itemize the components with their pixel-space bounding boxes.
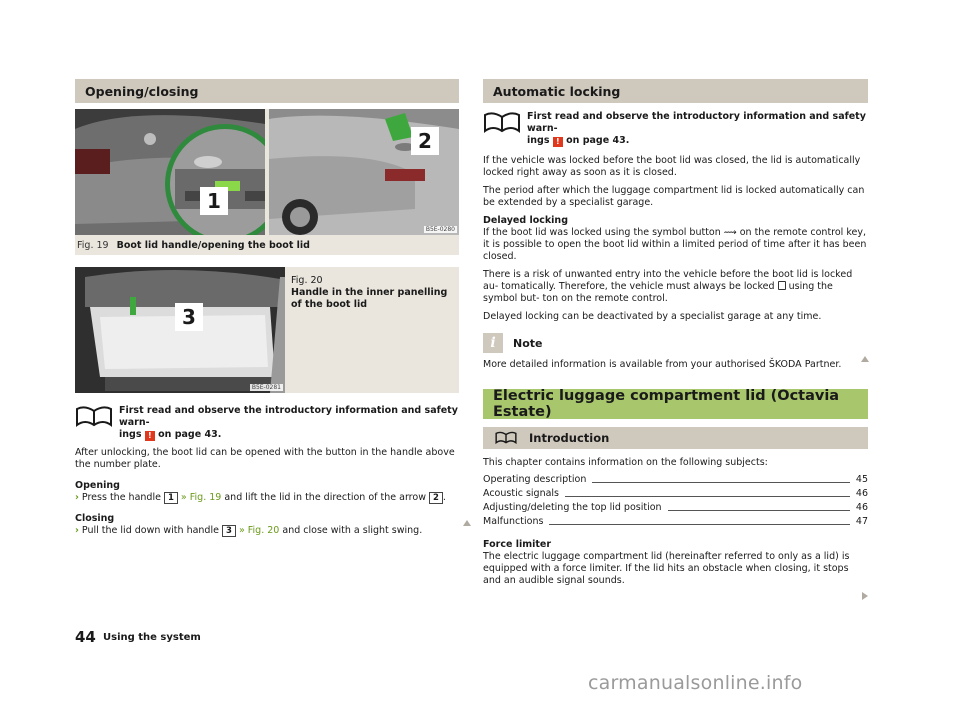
figure-20-number: Fig. 20 — [291, 275, 323, 286]
section-title-automatic-locking: Automatic locking — [483, 79, 868, 103]
left-column — [75, 79, 459, 537]
table-of-contents — [483, 473, 868, 529]
figure-20-caption — [291, 275, 459, 311]
safety-warning-right — [483, 111, 868, 147]
continue-arrow-icon — [862, 592, 868, 600]
warning-text-line1: First read and observe the introductory information and safety warn- — [527, 111, 866, 134]
figure-19 — [75, 109, 459, 255]
warning-exclamation-icon: ! — [553, 137, 563, 147]
section-end-icon — [463, 520, 471, 526]
toc-row-adjusting-top-lid[interactable]: Adjusting/deleting the top lid position 46 — [483, 502, 868, 513]
heading-closing: Closing — [75, 513, 115, 524]
figure-label-2: 2 — [411, 127, 439, 155]
paragraph-risk: There is a risk of unwanted entry into the vehicle before the boot lid is locked au- tomatically. Therefore, the vehicle must always be locked using the symbol but- ton on the remote control. — [483, 269, 853, 304]
figure-19-title: Boot lid handle/opening the boot lid — [116, 239, 310, 251]
ref-link-fig19[interactable]: » Fig. 19 — [180, 492, 222, 503]
note-header — [483, 333, 868, 353]
boot-symbol-icon: ⟿ — [723, 228, 737, 238]
toc-row-operating-description[interactable]: Operating description 45 — [483, 474, 868, 485]
paragraph-auto-lock: If the vehicle was locked before the boot lid was closed, the lid is automatically locked right away as soon as it is closed. — [483, 155, 861, 178]
figure-19-code: B5E-0280 — [425, 226, 455, 233]
note-text: More detailed information is available from your authorised ŠKODA Partner. — [483, 359, 842, 370]
figure-20-photo — [75, 267, 285, 393]
paragraph-force-limiter: The electric luggage compartment lid (hereinafter referred to only as a lid) is equipped with a force limiter. If the lid hits an obstacle when closing, it stops and an audible signal sounds. — [483, 551, 850, 586]
boot-lid-photo-illustration — [75, 109, 459, 235]
paragraph-delayed-locking: If the boot lid was locked using the symbol button ⟿ on the remote control key, it is possible to open the boot lid within a limited period of time after it has been closed. — [483, 227, 867, 262]
figure-19-photo — [75, 109, 459, 235]
step-arrow-icon: › — [75, 525, 79, 536]
figure-19-caption — [75, 235, 459, 255]
section-title-opening-closing: Opening/closing — [75, 79, 459, 103]
watermark: carmanualsonline.info — [588, 672, 803, 694]
heading-force-limiter: Force limiter — [483, 539, 552, 550]
ref-link-fig20[interactable]: » Fig. 20 — [238, 525, 280, 536]
paragraph-deactivate: Delayed locking can be deactivated by a specialist garage at any time. — [483, 311, 822, 322]
info-icon: i — [483, 333, 503, 353]
warning-text-line1: First read and observe the introductory information and safety warn- — [119, 405, 458, 428]
lock-icon — [778, 281, 786, 290]
toc-row-acoustic-signals[interactable]: Acoustic signals 46 — [483, 488, 868, 499]
footer-section: Using the system — [103, 632, 201, 643]
right-column — [483, 79, 868, 587]
warning-text-ings: ings — [527, 135, 550, 146]
figure-label-3: 3 — [175, 303, 203, 331]
heading-delayed-locking: Delayed locking — [483, 215, 568, 226]
figure-20 — [75, 267, 459, 393]
figure-20-code: B5E-0281 — [251, 384, 281, 391]
page-number: 44 — [75, 628, 96, 646]
toc-intro: This chapter contains information on the following subjects: — [483, 457, 768, 468]
warning-text-ings: ings — [119, 429, 142, 440]
step-closing: › Pull the lid down with handle 3 » Fig. 20 and close with a slight swing. — [75, 525, 423, 536]
chapter-title: Electric luggage compartment lid (Octavia Estate) — [483, 389, 868, 419]
note-label: Note — [513, 336, 543, 350]
heading-opening: Opening — [75, 480, 120, 491]
warning-exclamation-icon: ! — [145, 431, 155, 441]
section-end-icon — [861, 356, 869, 362]
open-book-icon — [483, 111, 521, 135]
open-book-icon — [75, 405, 113, 429]
figure-20-title: Handle in the inner panelling of the boot lid — [291, 287, 448, 310]
figure-label-1: 1 — [200, 187, 228, 215]
step-opening: › Press the handle 1 » Fig. 19 and lift the lid in the direction of the arrow 2 . — [75, 492, 446, 503]
ref-box-2: 2 — [429, 492, 443, 504]
safety-warning-left — [75, 405, 459, 441]
paragraph-unlocking: After unlocking, the boot lid can be opened with the button in the handle above the number plate. — [75, 447, 455, 470]
ref-box-1: 1 — [164, 492, 178, 504]
introduction-title: Introduction — [529, 431, 610, 445]
open-book-icon — [495, 431, 517, 445]
ref-box-3: 3 — [222, 525, 236, 537]
figure-19-number: Fig. 19 — [77, 239, 109, 251]
introduction-header — [483, 427, 868, 449]
toc-row-malfunctions[interactable]: Malfunctions 47 — [483, 516, 868, 527]
step-arrow-icon: › — [75, 492, 79, 503]
warning-page-link[interactable]: on page 43. — [158, 429, 222, 440]
warning-page-link[interactable]: on page 43. — [566, 135, 630, 146]
paragraph-extend-period: The period after which the luggage compartment lid is locked automatically can be extended by a specialist garage. — [483, 185, 865, 208]
